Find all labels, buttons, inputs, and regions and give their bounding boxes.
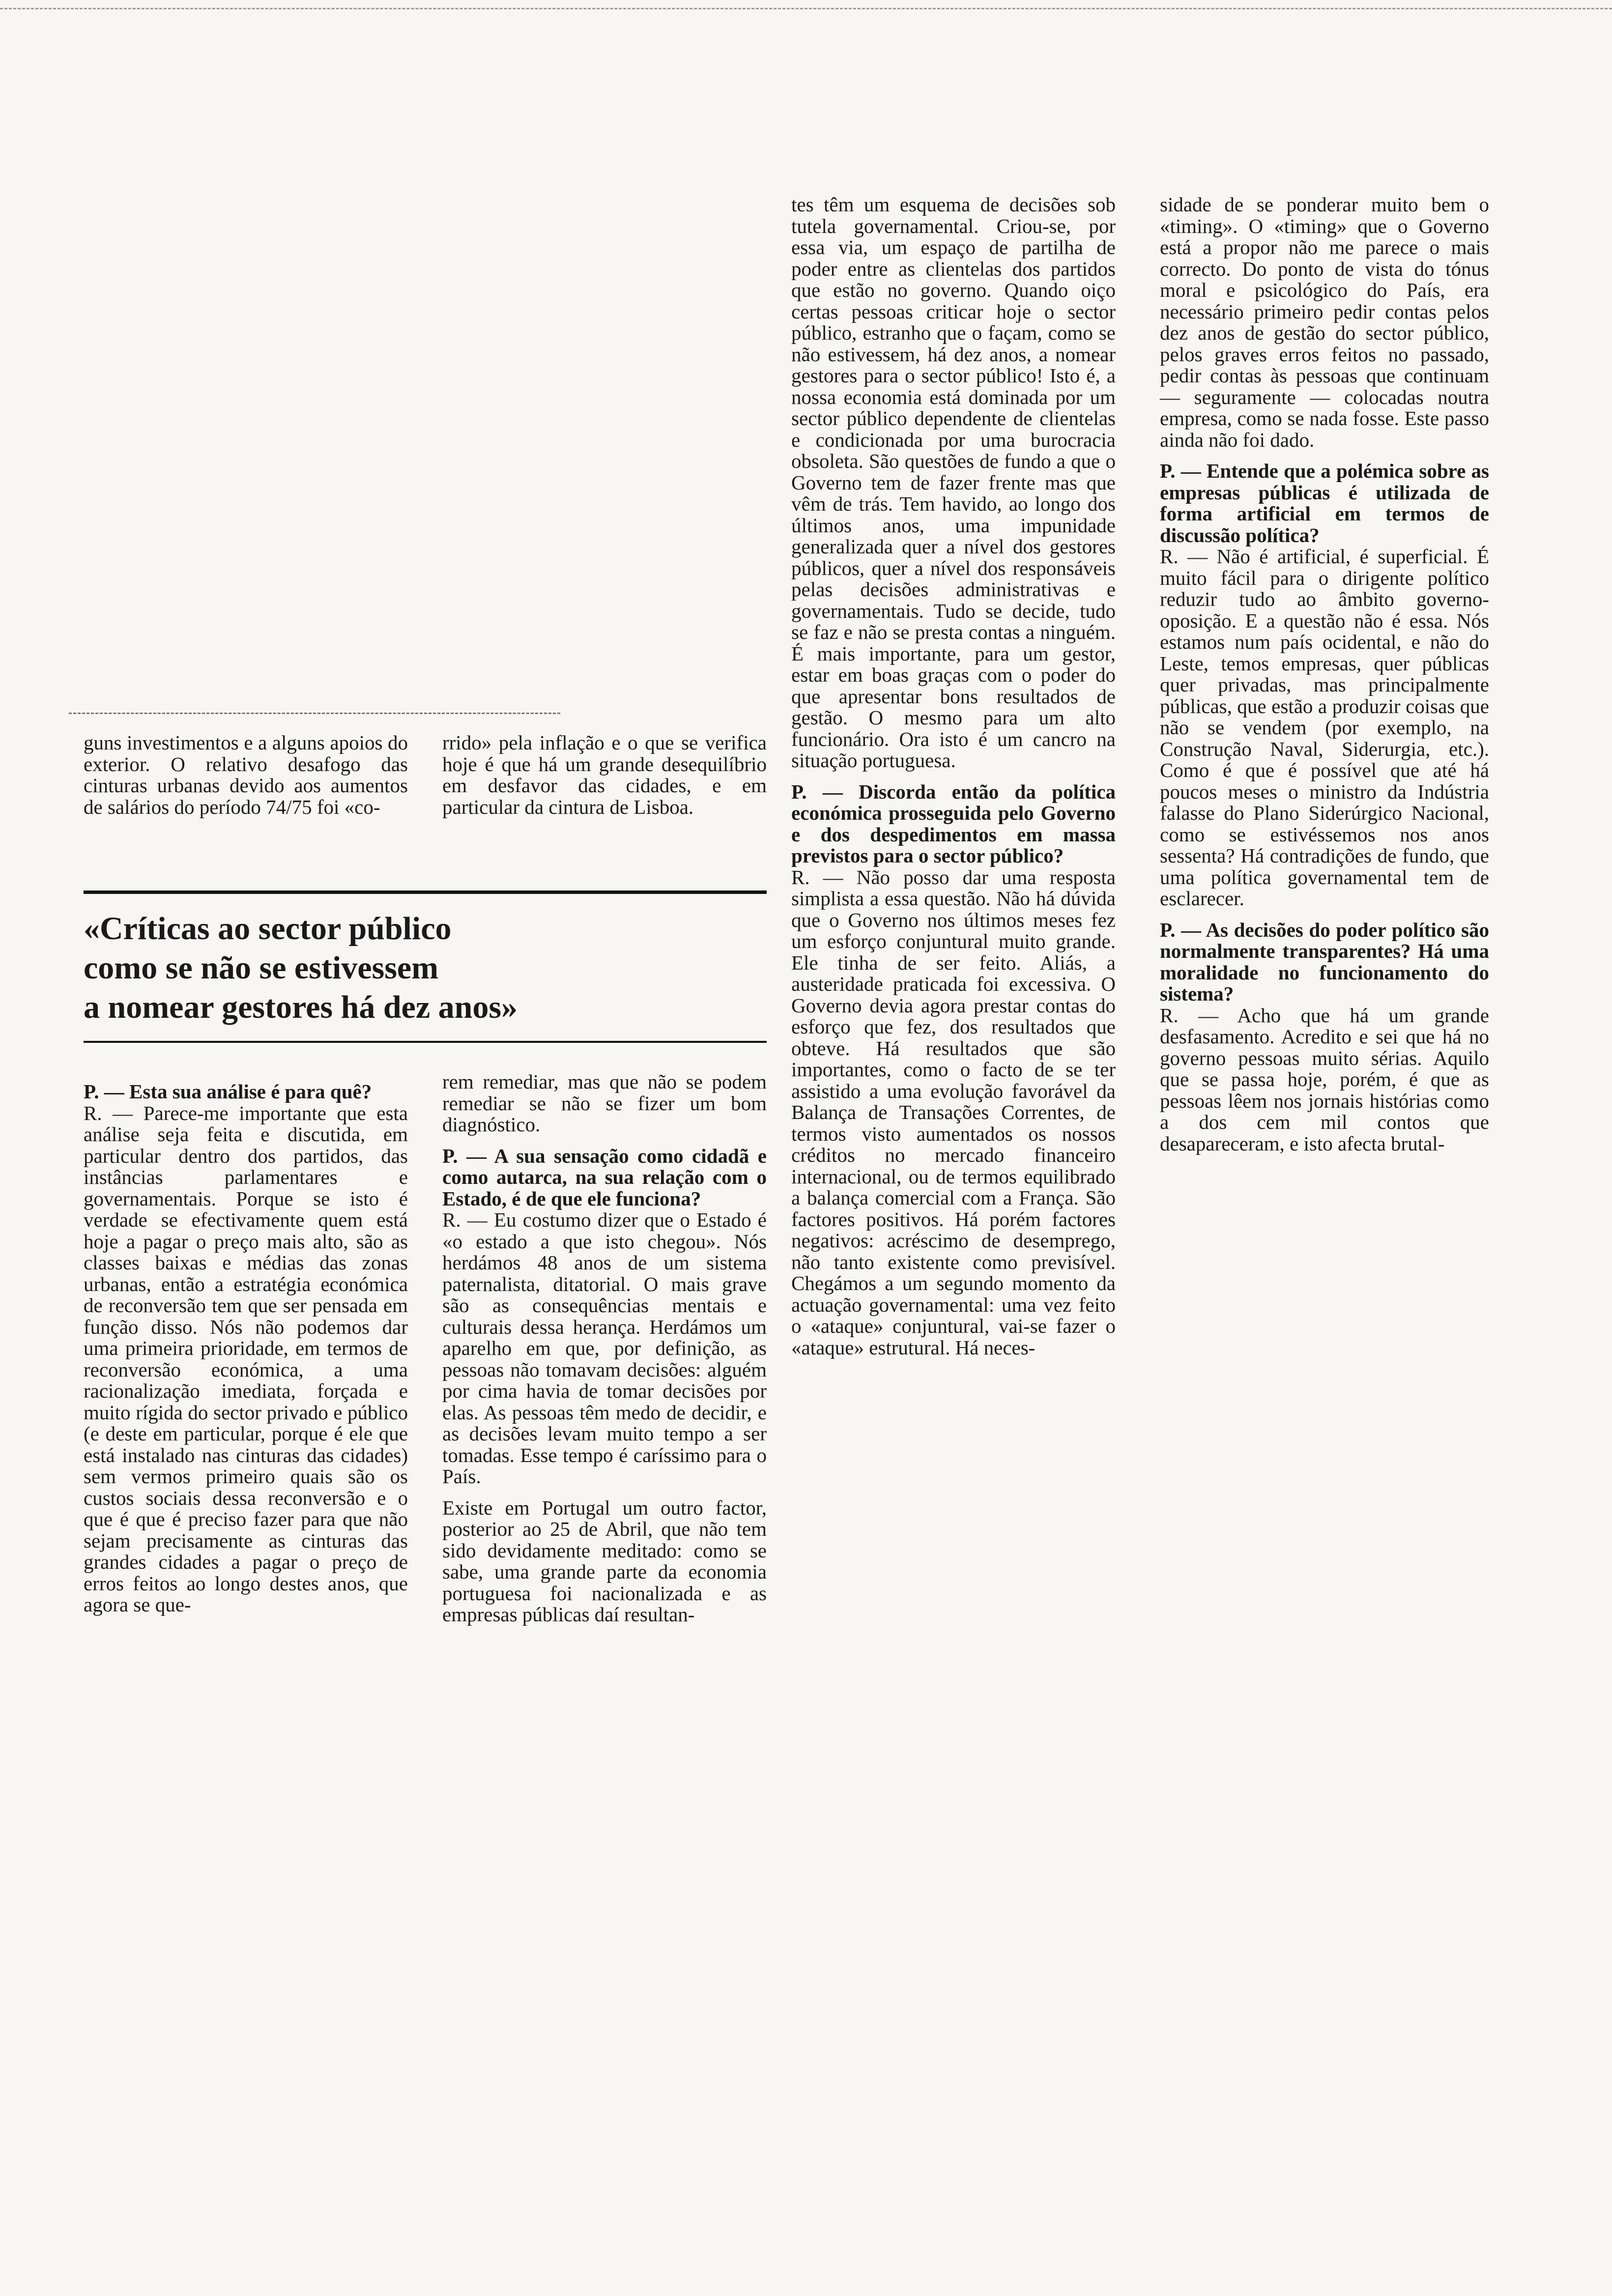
interview-answer: Existe em Portugal um outro factor, posterior ao 25 de Abril, que não tem sido devidamente meditado: como se sabe, uma grande parte da economia portuguesa foi nacionalizada e as empresas públicas daí resultan- <box>442 1496 767 1626</box>
question-text: P. — Entende que a polémica sobre as empresas públicas é utilizada de forma artificial em termos de discussão política? <box>1160 459 1489 546</box>
interview-answer: rem remediar, mas que não se podem remediar se não se fizer um bom diagnóstico. <box>442 1070 767 1136</box>
question-text: P. — Discorda então da política económica prosseguida pelo Governo e dos despedimentos em massa previstos para o sector público? <box>791 780 1116 867</box>
interview-answer: R. — Não posso dar uma resposta simplista a essa questão. Não há dúvida que o Governo nos últimos meses fez um esforço conjuntural muito grande. Ele tinha de ser feito. Aliás, a austeridade praticada foi excessiva. O Governo devia agora prestar contas do esforço que fez, dos resultados que obteve. Há resultados que são importantes, como o facto de se ter assistido a uma evolução favorável da Balança de Transações Correntes, de termos visto aumentados os nossos créditos no mercado financeiro internacional, ou de termos equilibrado a balança comercial com a França. São factores positivos. Há porém factores negativos: acréscimo de desemprego, não tanto existente como previsível. Chegámos a um segundo momento da actuação governamental: uma vez feito o «ataque» conjuntural, vai-se fazer o «ataque» estrutural. Há neces- <box>791 865 1116 1359</box>
interview-question <box>1160 919 1489 1005</box>
headline-line-2: como se não se estivessem <box>84 950 439 986</box>
question-text: P. — A sua sensação como cidadã e como autarca, na sua relação com o Estado, é de que ele funciona? <box>442 1144 767 1210</box>
interview-answer: R. — Acho que há um grande desfasamento. Acredito e sei que há no governo pessoas muito sérias. Aquilo que se passa hoje, porém, é que as pessoas lêem nos jornais histórias como a dos cem mil contos que desapareceram, e isto afecta brutal- <box>1160 1004 1489 1155</box>
scan-top-edge <box>0 8 1612 9</box>
paragraph: guns investimentos e a alguns apoios do exterior. O relativo desafogo das cinturas urbanas devido aos aumentos de salários do período 74/75 foi «co- <box>84 731 408 818</box>
headline-line-1: «Críticas ao sector público <box>84 911 452 947</box>
headline-bottom-rule <box>84 1041 767 1043</box>
article-column-4 <box>1160 194 1489 1154</box>
upper-left-column <box>84 732 408 818</box>
interview-answer: R. — Eu costumo dizer que o Estado é «o estado a que isto chegou». Nós herdámos 48 anos de um sistema paternalista, ditatorial. O mais grave são as consequências mentais e culturais dessa herança. Herdámos um aparelho em que, por definição, as pessoas não tomavam decisões: alguém por cima havia de tomar decisões por elas. As pessoas têm medo de decidir, e as decisões levam muito tempo a ser tomadas. Esse tempo é caríssimo para o País. <box>442 1208 767 1488</box>
article-column-1 <box>84 1071 408 1616</box>
headline <box>84 909 801 1027</box>
interview-answer: tes têm um esquema de decisões sob tutela governamental. Criou-se, por essa via, um espaço de partilha de poder entre as clientelas dos partidos que estão no governo. Quando oiço certas pessoas criticar hoje o sector público, estranho que o façam, como se não estivessem, há dez anos, a nomear gestores para o sector público! Isto é, a nossa economia está dominada por um sector público dependente de clientelas e condicionada por uma burocracia obsoleta. São questões de fundo a que o Governo tem de fazer frente mas que vêm de trás. Tem havido, ao longo dos últimos anos, uma impunidade generalizada quer a nível dos gestores públicos, quer a nível dos responsáveis pelas decisões administrativas e governamentais. Tudo se decide, tudo se faz e não se presta contas a ninguém. É mais importante, para um gestor, estar em boas graças com o poder do que apresentar bons resultados de gestão. O mesmo para um alto funcionário. Ora isto é um cancro na situação portuguesa. <box>791 193 1116 772</box>
question-text: P. — Esta sua análise é para quê? <box>84 1080 372 1103</box>
interview-question <box>791 781 1116 867</box>
upper-middle-column <box>442 732 767 818</box>
scan-artifact-line <box>69 713 560 714</box>
interview-answer: sidade de se ponderar muito bem o «timing». O «timing» que o Governo está a propor não me parece o mais correcto. Do ponto de vista do tónus moral e psicológico do País, era necessário primeiro pedir contas pelos dez anos de gestão do sector público, pelos graves erros feitos no passado, pedir contas às pessoas que continuam — seguramente — colocadas noutra empresa, como se nada fosse. Este passo ainda não foi dado. <box>1160 193 1489 451</box>
headline-line-3: a nomear gestores há dez anos» <box>84 989 518 1025</box>
article-column-2 <box>442 1071 767 1626</box>
paragraph: rrido» pela inflação e o que se verifica hoje é que há um grande desequilíbrio em desfavor das cidades, e em particular da cintura de Lisboa. <box>442 731 767 818</box>
question-text: P. — As decisões do poder político são normalmente transparentes? Há uma moralidade no funcionamento do sistema? <box>1160 918 1489 1005</box>
interview-question <box>1160 460 1489 546</box>
interview-question <box>442 1146 767 1210</box>
interview-answer: R. — Não é artificial, é superficial. É muito fácil para o dirigente político reduzir tudo ao âmbito governo-oposição. E a questão não é essa. Nós estamos num país ocidental, e não do Leste, temos empresas, quer públicas quer privadas, mas principalmente públicas, que estão a produzir coisas que não se vendem (por exemplo, na Construção Naval, Siderurgia, etc.). Como é que é possível que até há poucos meses o ministro da Indústria falasse do Plano Siderúrgico Nacional, como se estivéssemos nos anos sessenta? Há contradições de fundo, que uma política governamental tem de esclarecer. <box>1160 545 1489 910</box>
headline-top-rule <box>84 890 767 894</box>
article-column-3 <box>791 194 1116 1358</box>
interview-question <box>84 1081 408 1103</box>
interview-answer: R. — Parece-me importante que esta análise seja feita e discutida, em particular dentro dos partidos, das instâncias parlamentares e governamentais. Porque se isto é verdade se efectivamente quem está hoje a pagar o preço mais alto, são as classes baixas e médias das zonas urbanas, então a estratégia económica de reconversão tem que ser pensada em função disso. Nós não podemos dar uma primeira prioridade, em termos de reconversão económica, a uma racionalização imediata, forçada e muito rígida do sector privado e público (e deste em particular, porque é ele que está instalado nas cinturas das cidades) sem vermos primeiro quais são os custos sociais dessa reconversão e o que é que é preciso fazer para que não sejam precisamente as cinturas das grandes cidades a pagar o preço de erros feitos ao longo destes anos, que agora se que- <box>84 1101 408 1616</box>
